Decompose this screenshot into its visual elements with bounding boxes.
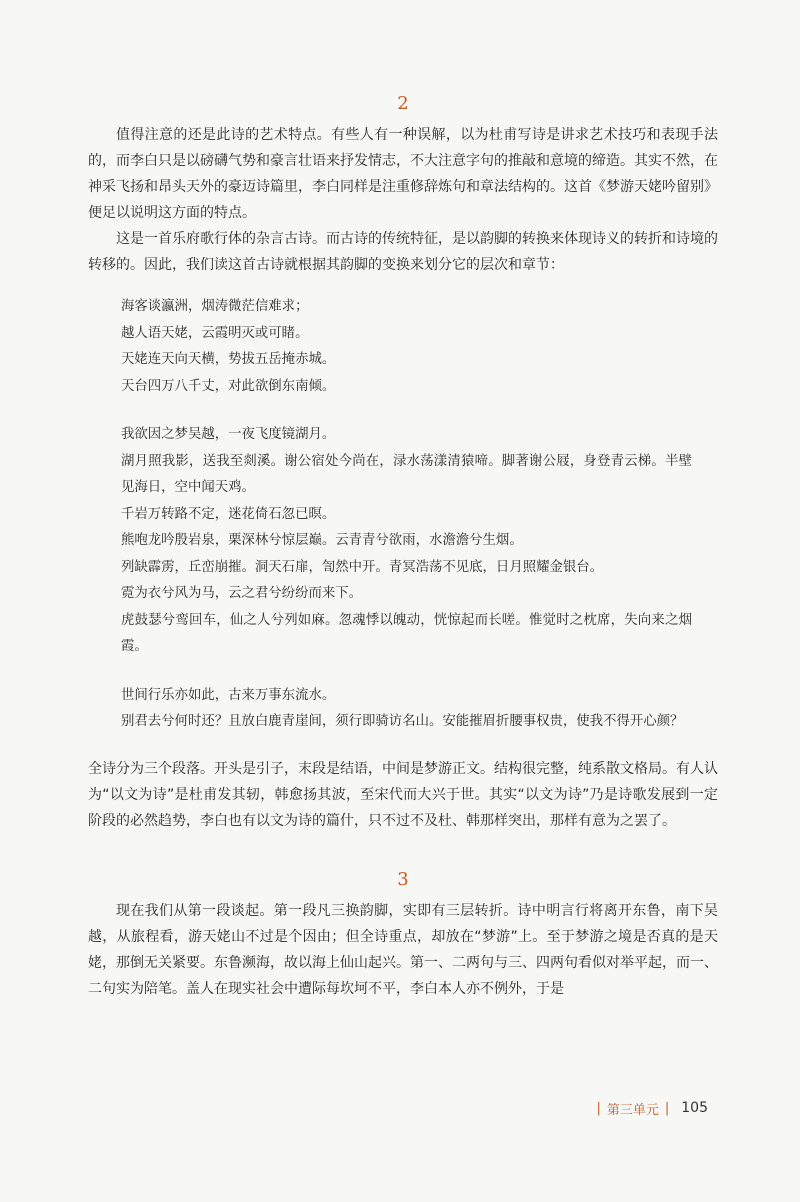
poem-line: 湖月照我影，送我至剡溪。谢公宿处今尚在，渌水荡漾清猿啼。脚著谢公屐，身登青云梯。半壁见海日，空中闻天鸡。 — [121, 453, 692, 495]
poem-line: 千岩万转路不定，迷花倚石忽已暝。 — [121, 506, 336, 522]
page-number: 105 — [681, 1100, 708, 1116]
page-content — [88, 92, 718, 1002]
poem-line: 虎鼓瑟兮鸾回车，仙之人兮列如麻。忽魂悸以魄动，恍惊起而长嗟。惟觉时之枕席，失向来之烟霞。 — [121, 612, 692, 654]
paragraph-structure: 全诗分为三个段落。开头是引子，末段是结语，中间是梦游正文。结构很完整，纯系散文格局。有人认为“以文为诗”是杜甫发其轫，韩愈扬其波，至宋代而大兴于世。其实“以文为诗”乃是诗歌发展到一定阶段的必然趋势，李白也有以文为诗的篇什，只不过不及杜、韩那样突出，那样有意为之罢了。 — [88, 760, 718, 829]
poem-line: 列缺霹雳，丘峦崩摧。洞天石扉，訇然中开。青冥浩荡不见底，日月照耀金银台。 — [121, 559, 604, 575]
poem-line: 我欲因之梦吴越，一夜飞度镜湖月。 — [121, 427, 336, 442]
poem-line: 海客谈瀛洲，烟涛微茫信难求； — [121, 299, 309, 314]
poem-stanza-2 — [121, 422, 692, 661]
paragraph-poem-form: 这是一首乐府歌行体的杂言古诗。而古诗的传统特征，是以韵脚的转换来体现诗义的转折和诗境的转移的。因此，我们读这首古诗就根据其韵脚的变换来划分它的层次和章节： — [88, 231, 718, 273]
poem-line: 熊咆龙吟殷岩泉，栗深林兮惊层巅。云青青兮欲雨，水澹澹兮生烟。 — [121, 533, 523, 548]
poem-line: 天台四万八千丈，对此欲倒东南倾。 — [121, 378, 336, 394]
poem-stanza-1 — [121, 294, 692, 400]
poem-line: 世间行乐亦如此，古来万事东流水。 — [121, 687, 336, 703]
section-number-3: 3 — [397, 868, 409, 890]
poem-line: 天姥连天向天横，势拔五岳掩赤城。 — [121, 352, 336, 367]
section-number-2: 2 — [397, 93, 409, 114]
footer-divider-icon: | — [664, 1100, 670, 1116]
section-spacer — [88, 834, 718, 868]
poem-stanza-3 — [121, 683, 692, 736]
poem-line: 霓为衣兮风为马，云之君兮纷纷而来下。 — [121, 586, 363, 601]
footer-divider-icon: | — [596, 1100, 601, 1116]
footer-unit-label: 第三单元 — [606, 1102, 659, 1118]
poem-block — [88, 294, 718, 736]
poem-line: 别君去兮何时还？且放白鹿青崖间，须行即骑访名山。安能摧眉折腰事权贵，使我不得开心颜？ — [121, 714, 684, 729]
poem-line: 越人语天姥，云霞明灭或可睹。 — [121, 325, 309, 341]
paragraph-first-stanza: 现在我们从第一段谈起。第一段凡三换韵脚，实即有三层转折。诗中明言行将离开东鲁，南下吴越，从旅程看，游天姥山不过是个因由；但全诗重点，却放在“梦游”上。至于梦游之境是否真的是天姥，那倒无关紧要。东鲁濒海，故以海上仙山起兴。第一、二两句与三、四两句看似对举平起，而一、二句实为陪笔。盖人在现实社会中遭际每坎坷不平，李白本人亦不例外，于是 — [88, 902, 718, 997]
page-footer — [596, 1098, 708, 1118]
paragraph-art-features: 值得注意的还是此诗的艺术特点。有些人有一种误解，以为杜甫写诗是讲求艺术技巧和表现手法的，而李白只是以磅礴气势和豪言壮语来抒发情志，不大注意字句的推敲和意境的缔造。其实不然，在神采飞扬和昂头天外的豪迈诗篇里，李白同样是注重修辞炼句和章法结构的。这首《梦游天姥吟留别》便足以说明这方面的特点。 — [88, 127, 718, 221]
